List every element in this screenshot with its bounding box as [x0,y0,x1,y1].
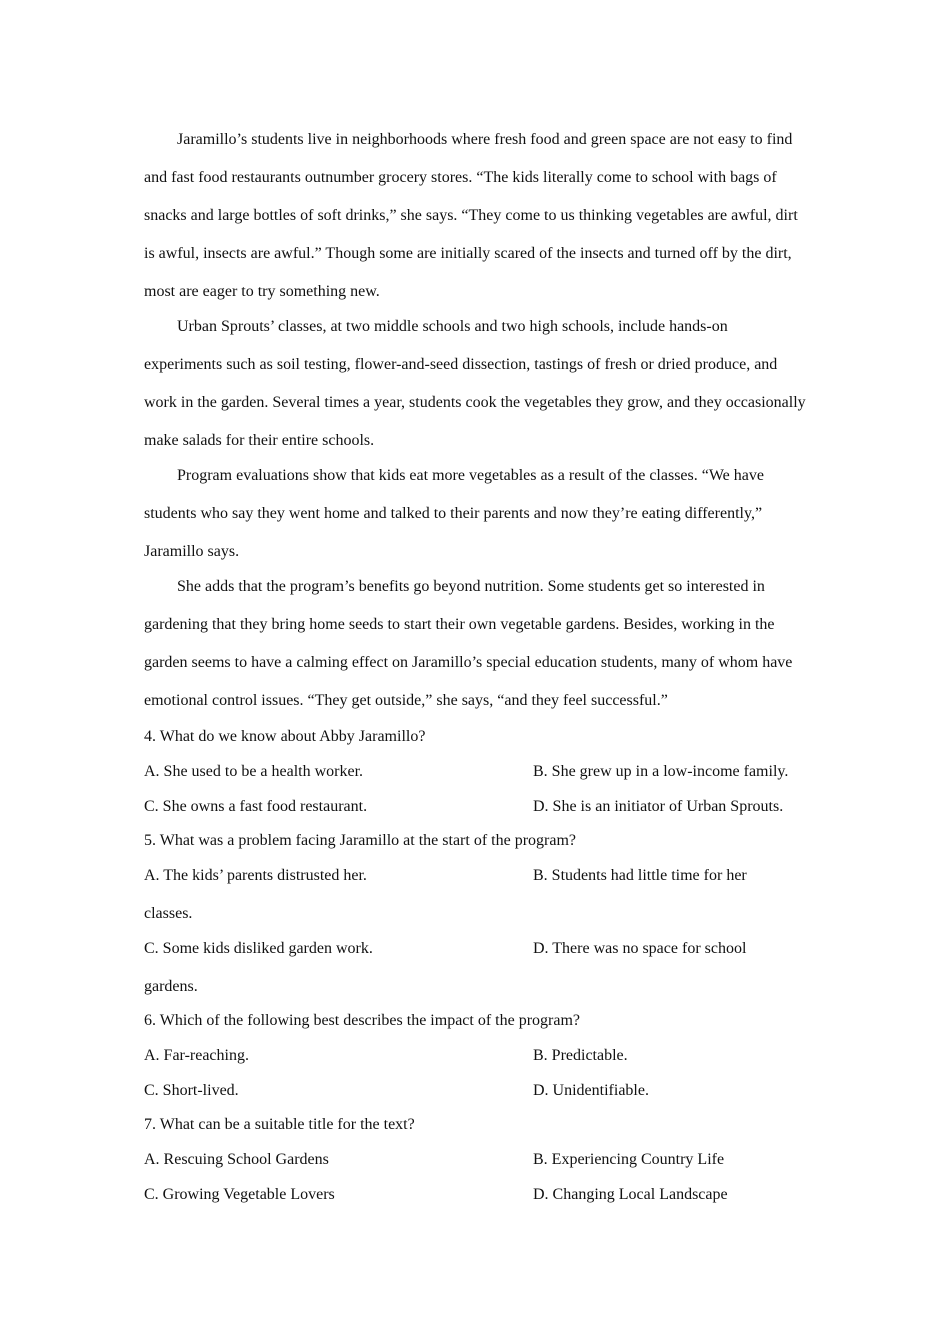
question-6 [144,1003,806,1108]
option-c: C. Short-lived. [144,1082,239,1099]
option-b: B. Predictable. [533,1047,628,1064]
question-stem: 6. Which of the following best describes the impact of the program? [144,1012,581,1029]
option-row [144,931,806,1004]
passage-paragraph-3: Program evaluations show that kids eat more vegetables as a result of the classes. “We have students who say they went home and talked to their parents and now they’re eating differently,” Jaramillo says. [144,467,764,560]
option-row [144,789,806,824]
option-d-continuation: gardens. [144,978,198,995]
option-c: C. Some kids disliked garden work. [144,940,373,957]
passage-paragraph-1: Jaramillo’s students live in neighborhoods where fresh food and green space are not easy to find and fast food restaurants outnumber grocery stores. “The kids literally come to school with bags of snacks and large bottles of soft drinks,” she says. “They come to us thinking vegetables are awful, dirt is awful, insects are awful.” Though some are initially scared of the insects and turned off by the dirt, most are eager to try something new. [144,131,798,300]
option-row [144,1038,806,1073]
option-c: C. She owns a fast food restaurant. [144,798,368,815]
option-d: D. Unidentifiable. [533,1082,649,1099]
option-row [144,1142,806,1177]
option-d: D. She is an initiator of Urban Sprouts. [533,798,784,815]
option-b: B. She grew up in a low-income family. [533,763,789,780]
passage-paragraph-4: She adds that the program’s benefits go beyond nutrition. Some students get so interested in gardening that they bring home seeds to start their own vegetable gardens. Besides, working in the garden seems to have a calming effect on Jaramillo’s special education students, many of whom have emotional control issues. “They get outside,” she says, “and they feel successful.” [144,578,793,709]
option-b: B. Experiencing Country Life [533,1151,725,1168]
question-5 [144,823,806,1004]
option-row [144,754,806,789]
question-4 [144,719,806,824]
option-b-continuation: classes. [144,905,193,922]
question-stem: 7. What can be a suitable title for the text? [144,1116,415,1133]
option-a: A. Far-reaching. [144,1047,249,1064]
document-page [144,121,806,1212]
option-a: A. She used to be a health worker. [144,763,364,780]
passage-paragraph-2: Urban Sprouts’ classes, at two middle schools and two high schools, include hands-on experiments such as soil testing, flower-and-seed dissection, tastings of fresh or dried produce, and work in the garden. Several times a year, students cook the vegetables they grow, and they occasionally make salads for their entire schools. [144,318,806,449]
option-row [144,1073,806,1108]
question-stem: 4. What do we know about Abby Jaramillo? [144,728,426,745]
question-7 [144,1107,806,1212]
option-c: C. Growing Vegetable Lovers [144,1186,335,1203]
question-stem: 5. What was a problem facing Jaramillo at the start of the program? [144,832,576,849]
option-d: D. Changing Local Landscape [533,1186,728,1203]
option-d: D. There was no space for school [533,940,747,957]
option-b: B. Students had little time for her [533,867,747,884]
option-a: A. The kids’ parents distrusted her. [144,867,367,884]
option-row [144,858,806,931]
option-a: A. Rescuing School Gardens [144,1151,329,1168]
option-row [144,1177,806,1212]
